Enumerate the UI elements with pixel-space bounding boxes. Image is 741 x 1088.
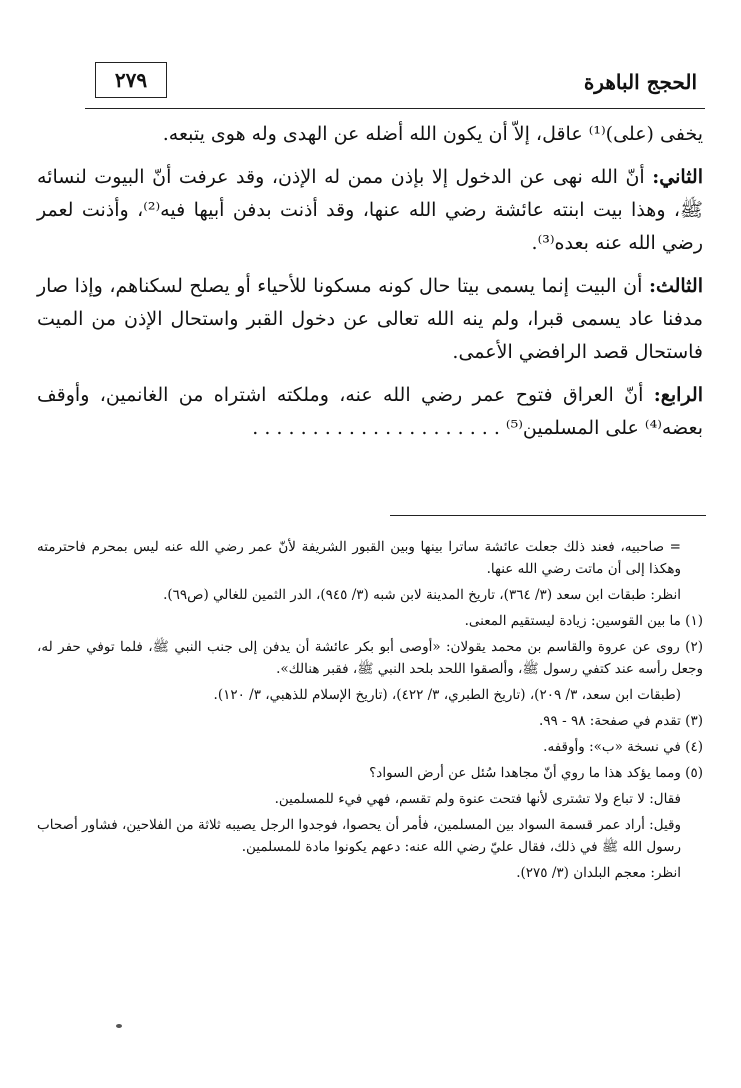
paragraph-2-lead: الثاني: — [652, 166, 703, 188]
footnote-5-source: انظر: معجم البلدان (٣/ ٢٧٥). — [516, 865, 681, 881]
footnote-divider — [390, 515, 706, 516]
paragraph-4 — [37, 379, 703, 445]
main-text — [37, 118, 703, 455]
footnote-4: (٤) في نسخة «ب»: وأوقفه. — [543, 739, 703, 755]
footnotes — [37, 536, 703, 888]
page-header — [85, 62, 705, 106]
footnote-5-report: وقيل: أراد عمر قسمة السواد بين المسلمين، فأمر أن يحصوا، فوجدوا الرجل يصيبه ثلاثة من الفلاحين، فشاور أصحاب رسول الله ﷺ في ذلك، فقال عليّ رضي الله عنه: دعهم يكونوا مادة للمسلمين. — [37, 817, 681, 855]
footnote-continuation-source: انظر: طبقات ابن سعد (٣/ ٣٦٤)، تاريخ المدينة لابن شبه (٣/ ٩٤٥)، الدر الثمين للغالي (ص٦٩). — [163, 587, 681, 603]
footnote-1: (١) ما بين القوسين: زيادة ليستقيم المعنى. — [464, 613, 703, 629]
scan-speck — [116, 1024, 122, 1028]
paragraph-4-lead: الرابع: — [653, 384, 703, 406]
paragraph-3 — [37, 270, 703, 369]
paragraph-3-lead: الثالث: — [648, 275, 703, 297]
paragraph-1: يخفى (على)⁽¹⁾ عاقل، إلاّ أن يكون الله أضله عن الهدى وله هوى يتبعه. — [162, 123, 703, 145]
header-divider — [85, 108, 705, 109]
page-number: ٢٧٩ — [95, 62, 167, 98]
paragraph-2 — [37, 161, 703, 260]
footnote-2-sources: (طبقات ابن سعد، ٣/ ٢٠٩)، (تاريخ الطبري، ٣/ ٤٢٢)، (تاريخ الإسلام للذهبي، ٣/ ١٢٠). — [213, 687, 681, 703]
book-title: الحجج الباهرة — [583, 70, 697, 94]
footnote-5: (٥) ومما يؤكد هذا ما روي أنّ مجاهدا سُئل عن أرض السواد؟ — [369, 765, 703, 781]
paragraph-3-body: أن البيت إنما يسمى بيتا حال كونه مسكونا للأحياء أو يصلح لسكناهم، وإذا صار مدفنا عاد يسمى قبرا، ولم ينه الله تعالى عن دخول القبر واستحال الإذن من الميت فاستحال قصد الرافضي الأعمى. — [37, 275, 703, 363]
footnote-5-answer: فقال: لا تباع ولا تشترى لأنها فتحت عنوة ولم تقسم، فهي فيء للمسلمين. — [274, 791, 681, 807]
footnote-continuation: = صاحبيه، فعند ذلك جعلت عائشة ساترا بينها وبين القبور الشريفة لأنّ عمر رضي الله عنه ليس بمحرم فاحترمته وهكذا إلى أن ماتت رضي الله عنها. — [37, 539, 681, 577]
paragraph-4-body: أنّ العراق فتوح عمر رضي الله عنه، وملكته اشتراه من الغانمين، وأوقف بعضه⁽⁴⁾ على المسلمين⁽⁵⁾ . . . . . . . . . . . . . . . . . . . . . — [37, 384, 703, 439]
footnote-3: (٣) تقدم في صفحة: ٩٨ - ٩٩. — [539, 713, 703, 729]
paragraph-2-body: أنّ الله نهى عن الدخول إلا بإذن ممن له الإذن، وقد عرفت أنّ البيوت لنسائه ﷺ، وهذا بيت ابنته عائشة رضي الله عنها، وقد أذنت بدفن أبيها فيه⁽²⁾، وأذنت لعمر رضي الله عنه بعده⁽³⁾. — [37, 166, 703, 254]
footnote-2: (٢) روى عن عروة والقاسم بن محمد يقولان: «أوصى أبو بكر عائشة أن يدفن إلى جنب النبي ﷺ، فلما توفي حفر له، وجعل رأسه عند كتفي رسول ﷺ، وألصقوا اللحد بلحد النبي ﷺ، فقبر هنالك». — [37, 639, 703, 677]
